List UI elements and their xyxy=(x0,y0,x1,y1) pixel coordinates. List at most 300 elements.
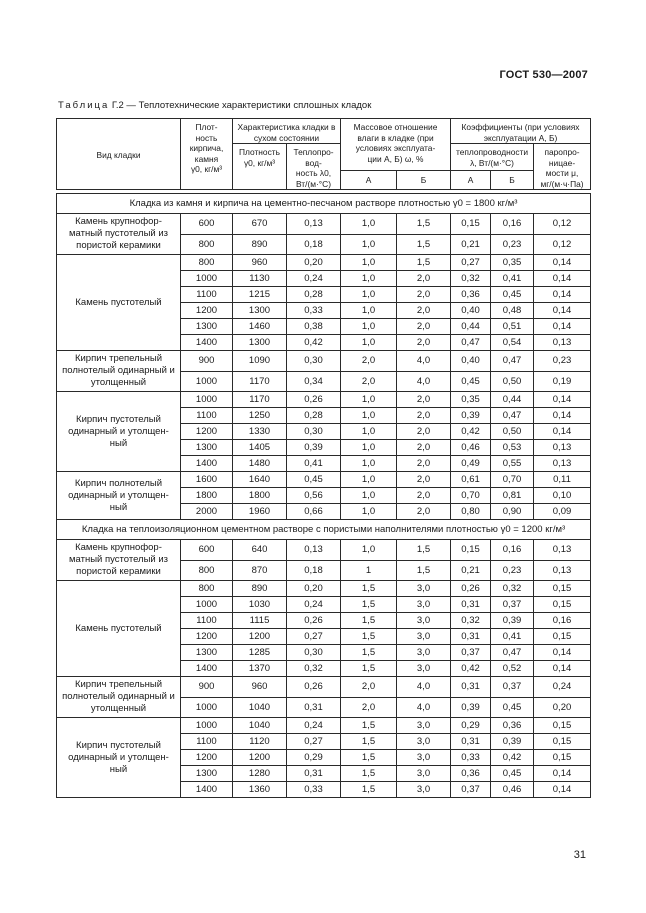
vapor-permeability-cell: 0,14 xyxy=(534,255,591,271)
conductivity-b-cell: 0,16 xyxy=(491,214,534,235)
brick-density-cell: 1300 xyxy=(181,645,233,661)
conductivity-a-cell: 0,49 xyxy=(451,456,491,472)
dry-conductivity-cell: 0,26 xyxy=(287,392,341,408)
brick-density-cell: 1100 xyxy=(181,408,233,424)
brick-density-cell: 1400 xyxy=(181,782,233,798)
vapor-permeability-cell: 0,14 xyxy=(534,303,591,319)
header-dry-state xyxy=(233,119,341,144)
vapor-permeability-cell: 0,14 xyxy=(534,661,591,677)
table-row xyxy=(57,214,591,235)
conductivity-a-cell: 0,70 xyxy=(451,488,491,504)
vapor-permeability-cell: 0,10 xyxy=(534,488,591,504)
dry-density-cell: 960 xyxy=(233,255,287,271)
brick-density-cell: 1400 xyxy=(181,661,233,677)
moisture-a-cell: 1,0 xyxy=(341,214,397,235)
conductivity-a-cell: 0,21 xyxy=(451,234,491,255)
dry-conductivity-cell: 0,18 xyxy=(287,560,341,581)
moisture-b-cell: 3,0 xyxy=(397,718,451,734)
conductivity-a-cell: 0,31 xyxy=(451,734,491,750)
moisture-a-cell: 1,5 xyxy=(341,613,397,629)
moisture-b-cell: 1,5 xyxy=(397,214,451,235)
moisture-a-cell: 2,0 xyxy=(341,677,397,698)
moisture-a-cell: 1,5 xyxy=(341,782,397,798)
header-row-1 xyxy=(57,119,591,144)
vapor-permeability-cell: 0,14 xyxy=(534,766,591,782)
moisture-b-cell: 4,0 xyxy=(397,697,451,718)
vapor-permeability-cell: 0,14 xyxy=(534,271,591,287)
brick-density-cell: 1200 xyxy=(181,303,233,319)
section-title: Кладка из камня и кирпича на цементно-песчаном растворе плотностью γ0 = 1800 кг/м³ xyxy=(57,194,591,214)
dry-density-cell: 1360 xyxy=(233,782,287,798)
brick-density-cell: 1000 xyxy=(181,371,233,392)
brick-density-cell: 800 xyxy=(181,255,233,271)
conductivity-b-cell: 0,70 xyxy=(491,472,534,488)
conductivity-a-cell: 0,42 xyxy=(451,661,491,677)
vapor-permeability-cell: 0,23 xyxy=(534,351,591,372)
conductivity-b-cell: 0,16 xyxy=(491,540,534,561)
header-line: ции А, Б) ω, % xyxy=(367,153,424,164)
moisture-b-cell: 2,0 xyxy=(397,472,451,488)
conductivity-a-cell: 0,32 xyxy=(451,271,491,287)
conductivity-a-cell: 0,40 xyxy=(451,303,491,319)
header-line: ницае- xyxy=(548,157,576,168)
vapor-permeability-cell: 0,20 xyxy=(534,697,591,718)
conductivity-b-cell: 0,53 xyxy=(491,440,534,456)
vapor-permeability-cell: 0,13 xyxy=(534,335,591,351)
conductivity-b-cell: 0,50 xyxy=(491,371,534,392)
brick-density-cell: 600 xyxy=(181,540,233,561)
thermal-characteristics-table xyxy=(56,118,591,798)
moisture-a-cell: 1,0 xyxy=(341,408,397,424)
conductivity-b-cell: 0,45 xyxy=(491,697,534,718)
dry-density-cell: 1330 xyxy=(233,424,287,440)
conductivity-a-cell: 0,36 xyxy=(451,766,491,782)
table-row xyxy=(57,472,591,488)
moisture-b-cell: 2,0 xyxy=(397,319,451,335)
conductivity-b-cell: 0,41 xyxy=(491,271,534,287)
moisture-a-cell: 1,0 xyxy=(341,504,397,520)
dry-conductivity-cell: 0,38 xyxy=(287,319,341,335)
moisture-b-cell: 4,0 xyxy=(397,351,451,372)
moisture-a-cell: 1,0 xyxy=(341,540,397,561)
vapor-permeability-cell: 0,15 xyxy=(534,581,591,597)
conductivity-a-cell: 0,31 xyxy=(451,597,491,613)
dry-density-cell: 1115 xyxy=(233,613,287,629)
brick-density-cell: 1300 xyxy=(181,319,233,335)
masonry-type-cell: Кирпич трепельный полнотелый одинарный и утолщенный xyxy=(57,677,181,718)
dry-density-cell: 1170 xyxy=(233,392,287,408)
moisture-a-cell: 1,0 xyxy=(341,287,397,303)
dry-conductivity-cell: 0,31 xyxy=(287,697,341,718)
masonry-type-cell: Кирпич трепельный полнотелый одинарный и утолщенный xyxy=(57,351,181,392)
dry-conductivity-cell: 0,31 xyxy=(287,766,341,782)
dry-conductivity-cell: 0,20 xyxy=(287,255,341,271)
conductivity-b-cell: 0,35 xyxy=(491,255,534,271)
conductivity-b-cell: 0,45 xyxy=(491,287,534,303)
conductivity-b-cell: 0,47 xyxy=(491,645,534,661)
header-dry-density xyxy=(233,144,287,190)
table-row xyxy=(57,255,591,271)
moisture-a-cell: 1,0 xyxy=(341,456,397,472)
dry-density-cell: 1640 xyxy=(233,472,287,488)
conductivity-a-cell: 0,35 xyxy=(451,392,491,408)
conductivity-a-cell: 0,31 xyxy=(451,629,491,645)
vapor-permeability-cell: 0,15 xyxy=(534,597,591,613)
table-row xyxy=(57,392,591,408)
moisture-b-cell: 2,0 xyxy=(397,488,451,504)
dry-conductivity-cell: 0,32 xyxy=(287,661,341,677)
moisture-b-cell: 2,0 xyxy=(397,271,451,287)
conductivity-a-cell: 0,80 xyxy=(451,504,491,520)
vapor-permeability-cell: 0,15 xyxy=(534,734,591,750)
moisture-b-cell: 2,0 xyxy=(397,504,451,520)
conductivity-a-cell: 0,42 xyxy=(451,424,491,440)
header-line: условиях эксплуата- xyxy=(355,143,436,153)
dry-density-cell: 870 xyxy=(233,560,287,581)
brick-density-cell: 800 xyxy=(181,581,233,597)
dry-conductivity-cell: 0,41 xyxy=(287,456,341,472)
moisture-a-cell: 1,5 xyxy=(341,734,397,750)
dry-conductivity-cell: 0,30 xyxy=(287,424,341,440)
brick-density-cell: 1200 xyxy=(181,424,233,440)
vapor-permeability-cell: 0,09 xyxy=(534,504,591,520)
conductivity-b-cell: 0,55 xyxy=(491,456,534,472)
conductivity-b-cell: 0,23 xyxy=(491,234,534,255)
dry-conductivity-cell: 0,29 xyxy=(287,750,341,766)
brick-density-cell: 1600 xyxy=(181,472,233,488)
conductivity-b-cell: 0,47 xyxy=(491,351,534,372)
moisture-a-cell: 1,5 xyxy=(341,645,397,661)
dry-conductivity-cell: 0,24 xyxy=(287,271,341,287)
dry-conductivity-cell: 0,33 xyxy=(287,303,341,319)
header-line: Коэффициенты (при условиях xyxy=(461,122,580,132)
vapor-permeability-cell: 0,13 xyxy=(534,456,591,472)
dry-density-cell: 1040 xyxy=(233,697,287,718)
conductivity-b-cell: 0,39 xyxy=(491,734,534,750)
dry-density-cell: 640 xyxy=(233,540,287,561)
header-line: γ0, кг/м³ xyxy=(243,157,276,168)
conductivity-b-cell: 0,46 xyxy=(491,782,534,798)
moisture-a-cell: 1,0 xyxy=(341,255,397,271)
vapor-permeability-cell: 0,11 xyxy=(534,472,591,488)
moisture-a-cell: 1,5 xyxy=(341,661,397,677)
header-conductivity-a: А xyxy=(451,171,491,190)
moisture-b-cell: 3,0 xyxy=(397,645,451,661)
moisture-b-cell: 3,0 xyxy=(397,766,451,782)
moisture-a-cell: 1 xyxy=(341,560,397,581)
masonry-type-cell: Камень пустотелый xyxy=(57,581,181,677)
dry-conductivity-cell: 0,28 xyxy=(287,287,341,303)
conductivity-b-cell: 0,45 xyxy=(491,766,534,782)
vapor-permeability-cell: 0,13 xyxy=(534,540,591,561)
conductivity-a-cell: 0,33 xyxy=(451,750,491,766)
moisture-b-cell: 2,0 xyxy=(397,303,451,319)
moisture-b-cell: 3,0 xyxy=(397,750,451,766)
conductivity-b-cell: 0,42 xyxy=(491,750,534,766)
brick-density-cell: 1800 xyxy=(181,488,233,504)
conductivity-b-cell: 0,36 xyxy=(491,718,534,734)
moisture-a-cell: 1,0 xyxy=(341,440,397,456)
dry-density-cell: 1280 xyxy=(233,766,287,782)
vapor-permeability-cell: 0,13 xyxy=(534,440,591,456)
header-moisture-a: А xyxy=(341,171,397,190)
vapor-permeability-cell: 0,14 xyxy=(534,408,591,424)
moisture-b-cell: 3,0 xyxy=(397,581,451,597)
table-row xyxy=(57,540,591,561)
moisture-b-cell: 3,0 xyxy=(397,661,451,677)
brick-density-cell: 1100 xyxy=(181,613,233,629)
moisture-b-cell: 1,5 xyxy=(397,540,451,561)
dry-density-cell: 1200 xyxy=(233,750,287,766)
conductivity-a-cell: 0,26 xyxy=(451,581,491,597)
dry-conductivity-cell: 0,27 xyxy=(287,734,341,750)
header-line: Вт/(м·°С) xyxy=(296,178,331,189)
moisture-b-cell: 2,0 xyxy=(397,287,451,303)
header-line: мг/(м·ч·Па) xyxy=(540,178,584,189)
dry-conductivity-cell: 0,24 xyxy=(287,597,341,613)
conductivity-a-cell: 0,46 xyxy=(451,440,491,456)
brick-density-cell: 900 xyxy=(181,351,233,372)
masonry-type-cell: Кирпич пустотелый одинарный и утолщен-ный xyxy=(57,718,181,798)
dry-conductivity-cell: 0,45 xyxy=(287,472,341,488)
conductivity-a-cell: 0,61 xyxy=(451,472,491,488)
conductivity-b-cell: 0,47 xyxy=(491,408,534,424)
dry-conductivity-cell: 0,18 xyxy=(287,234,341,255)
moisture-b-cell: 2,0 xyxy=(397,335,451,351)
dry-conductivity-cell: 0,39 xyxy=(287,440,341,456)
dry-density-cell: 1120 xyxy=(233,734,287,750)
header-brick-density xyxy=(181,119,233,190)
moisture-b-cell: 2,0 xyxy=(397,440,451,456)
dry-density-cell: 1300 xyxy=(233,335,287,351)
header-line: паропро- xyxy=(544,147,580,157)
dry-density-cell: 1800 xyxy=(233,488,287,504)
moisture-a-cell: 2,0 xyxy=(341,371,397,392)
moisture-a-cell: 1,5 xyxy=(341,581,397,597)
brick-density-cell: 800 xyxy=(181,560,233,581)
header-line: теплопроводности xyxy=(455,147,529,157)
vapor-permeability-cell: 0,14 xyxy=(534,287,591,303)
dry-conductivity-cell: 0,26 xyxy=(287,677,341,698)
brick-density-cell: 1000 xyxy=(181,697,233,718)
conductivity-a-cell: 0,39 xyxy=(451,697,491,718)
conductivity-a-cell: 0,27 xyxy=(451,255,491,271)
conductivity-a-cell: 0,31 xyxy=(451,677,491,698)
brick-density-cell: 1200 xyxy=(181,629,233,645)
table-body xyxy=(57,119,591,798)
conductivity-b-cell: 0,51 xyxy=(491,319,534,335)
moisture-a-cell: 1,0 xyxy=(341,335,397,351)
table-caption-lead: Таблица xyxy=(58,100,110,111)
dry-density-cell: 670 xyxy=(233,214,287,235)
header-line: вод- xyxy=(305,157,322,168)
masonry-type-cell: Камень крупнофор-матный пустотелый из пористой керамики xyxy=(57,540,181,581)
section-title: Кладка на теплоизоляционном цементном растворе с пористыми наполнителями плотностью γ0 = 1200 кг/м³ xyxy=(57,520,591,540)
dry-conductivity-cell: 0,13 xyxy=(287,214,341,235)
conductivity-a-cell: 0,47 xyxy=(451,335,491,351)
moisture-a-cell: 1,5 xyxy=(341,629,397,645)
brick-density-cell: 600 xyxy=(181,214,233,235)
conductivity-b-cell: 0,52 xyxy=(491,661,534,677)
moisture-a-cell: 1,5 xyxy=(341,750,397,766)
dry-conductivity-cell: 0,30 xyxy=(287,351,341,372)
conductivity-a-cell: 0,37 xyxy=(451,782,491,798)
moisture-b-cell: 4,0 xyxy=(397,677,451,698)
dry-density-cell: 1480 xyxy=(233,456,287,472)
brick-density-cell: 1200 xyxy=(181,750,233,766)
moisture-a-cell: 1,5 xyxy=(341,597,397,613)
dry-density-cell: 1250 xyxy=(233,408,287,424)
dry-conductivity-cell: 0,66 xyxy=(287,504,341,520)
header-line: кирпича, xyxy=(189,143,224,153)
table-row xyxy=(57,718,591,734)
moisture-a-cell: 1,0 xyxy=(341,271,397,287)
conductivity-b-cell: 0,50 xyxy=(491,424,534,440)
brick-density-cell: 800 xyxy=(181,234,233,255)
dry-density-cell: 1090 xyxy=(233,351,287,372)
moisture-a-cell: 1,0 xyxy=(341,424,397,440)
moisture-a-cell: 1,0 xyxy=(341,392,397,408)
header-masonry-type: Вид кладки xyxy=(57,119,181,190)
dry-density-cell: 960 xyxy=(233,677,287,698)
header-line: Теплопро- xyxy=(293,147,334,157)
conductivity-b-cell: 0,48 xyxy=(491,303,534,319)
table-row xyxy=(57,351,591,372)
dry-density-cell: 1960 xyxy=(233,504,287,520)
moisture-b-cell: 1,5 xyxy=(397,560,451,581)
conductivity-a-cell: 0,32 xyxy=(451,613,491,629)
conductivity-b-cell: 0,32 xyxy=(491,581,534,597)
dry-density-cell: 1040 xyxy=(233,718,287,734)
moisture-b-cell: 1,5 xyxy=(397,255,451,271)
conductivity-b-cell: 0,39 xyxy=(491,613,534,629)
dry-density-cell: 1285 xyxy=(233,645,287,661)
conductivity-a-cell: 0,29 xyxy=(451,718,491,734)
moisture-a-cell: 1,0 xyxy=(341,303,397,319)
moisture-b-cell: 2,0 xyxy=(397,424,451,440)
header-line: мости μ, xyxy=(545,168,579,178)
dry-conductivity-cell: 0,28 xyxy=(287,408,341,424)
moisture-a-cell: 1,5 xyxy=(341,718,397,734)
table-caption-text: Г.2 — Теплотехнические характеристики сплошных кладок xyxy=(109,100,372,111)
moisture-a-cell: 1,0 xyxy=(341,472,397,488)
moisture-a-cell: 1,0 xyxy=(341,234,397,255)
moisture-b-cell: 3,0 xyxy=(397,597,451,613)
header-dry-conductivity xyxy=(287,144,341,190)
header-line: γ0, кг/м³ xyxy=(190,164,223,174)
conductivity-a-cell: 0,45 xyxy=(451,371,491,392)
dry-density-cell: 1215 xyxy=(233,287,287,303)
header-line: Характеристика кладки в xyxy=(237,122,336,132)
conductivity-a-cell: 0,44 xyxy=(451,319,491,335)
dry-density-cell: 1170 xyxy=(233,371,287,392)
dry-density-cell: 1300 xyxy=(233,303,287,319)
dry-conductivity-cell: 0,24 xyxy=(287,718,341,734)
conductivity-b-cell: 0,23 xyxy=(491,560,534,581)
moisture-b-cell: 3,0 xyxy=(397,613,451,629)
dry-conductivity-cell: 0,56 xyxy=(287,488,341,504)
vapor-permeability-cell: 0,14 xyxy=(534,645,591,661)
vapor-permeability-cell: 0,13 xyxy=(534,560,591,581)
dry-density-cell: 890 xyxy=(233,581,287,597)
vapor-permeability-cell: 0,15 xyxy=(534,718,591,734)
conductivity-b-cell: 0,90 xyxy=(491,504,534,520)
dry-density-cell: 1200 xyxy=(233,629,287,645)
page-number: 31 xyxy=(573,849,586,861)
vapor-permeability-cell: 0,24 xyxy=(534,677,591,698)
moisture-b-cell: 3,0 xyxy=(397,782,451,798)
dry-conductivity-cell: 0,33 xyxy=(287,782,341,798)
table-caption xyxy=(58,100,371,111)
vapor-permeability-cell: 0,12 xyxy=(534,234,591,255)
header-line: Плот- xyxy=(195,122,218,132)
dry-conductivity-cell: 0,20 xyxy=(287,581,341,597)
dry-density-cell: 1030 xyxy=(233,597,287,613)
brick-density-cell: 1000 xyxy=(181,597,233,613)
brick-density-cell: 2000 xyxy=(181,504,233,520)
moisture-b-cell: 3,0 xyxy=(397,629,451,645)
conductivity-b-cell: 0,41 xyxy=(491,629,534,645)
moisture-b-cell: 2,0 xyxy=(397,408,451,424)
moisture-b-cell: 2,0 xyxy=(397,456,451,472)
header-line: λ, Вт/(м·°С) xyxy=(470,157,514,168)
brick-density-cell: 1000 xyxy=(181,271,233,287)
conductivity-b-cell: 0,37 xyxy=(491,677,534,698)
vapor-permeability-cell: 0,12 xyxy=(534,214,591,235)
brick-density-cell: 1000 xyxy=(181,718,233,734)
moisture-b-cell: 3,0 xyxy=(397,734,451,750)
section-row xyxy=(57,194,591,214)
conductivity-a-cell: 0,15 xyxy=(451,540,491,561)
brick-density-cell: 1300 xyxy=(181,440,233,456)
dry-conductivity-cell: 0,13 xyxy=(287,540,341,561)
vapor-permeability-cell: 0,14 xyxy=(534,782,591,798)
header-line: ность λ0, xyxy=(295,168,332,178)
masonry-type-cell: Камень пустотелый xyxy=(57,255,181,351)
header-line: ность xyxy=(195,132,218,143)
dry-conductivity-cell: 0,30 xyxy=(287,645,341,661)
conductivity-a-cell: 0,21 xyxy=(451,560,491,581)
conductivity-a-cell: 0,40 xyxy=(451,351,491,372)
brick-density-cell: 1300 xyxy=(181,766,233,782)
brick-density-cell: 900 xyxy=(181,677,233,698)
conductivity-b-cell: 0,44 xyxy=(491,392,534,408)
moisture-b-cell: 2,0 xyxy=(397,392,451,408)
conductivity-b-cell: 0,54 xyxy=(491,335,534,351)
masonry-type-cell: Кирпич пустотелый одинарный и утолщен-ный xyxy=(57,392,181,472)
vapor-permeability-cell: 0,15 xyxy=(534,750,591,766)
header-line: сухом состоянии xyxy=(253,132,320,143)
dry-density-cell: 1130 xyxy=(233,271,287,287)
header-line: Массовое отношение xyxy=(353,122,438,132)
vapor-permeability-cell: 0,15 xyxy=(534,629,591,645)
conductivity-a-cell: 0,37 xyxy=(451,645,491,661)
brick-density-cell: 1400 xyxy=(181,456,233,472)
dry-density-cell: 890 xyxy=(233,234,287,255)
moisture-a-cell: 1,5 xyxy=(341,766,397,782)
conductivity-b-cell: 0,37 xyxy=(491,597,534,613)
dry-conductivity-cell: 0,27 xyxy=(287,629,341,645)
conductivity-a-cell: 0,15 xyxy=(451,214,491,235)
header-conductivity-b: Б xyxy=(491,171,534,190)
moisture-b-cell: 4,0 xyxy=(397,371,451,392)
dry-density-cell: 1460 xyxy=(233,319,287,335)
dry-density-cell: 1405 xyxy=(233,440,287,456)
brick-density-cell: 1100 xyxy=(181,287,233,303)
masonry-type-cell: Камень крупнофор-матный пустотелый из пористой керамики xyxy=(57,214,181,255)
dry-conductivity-cell: 0,42 xyxy=(287,335,341,351)
conductivity-b-cell: 0,81 xyxy=(491,488,534,504)
